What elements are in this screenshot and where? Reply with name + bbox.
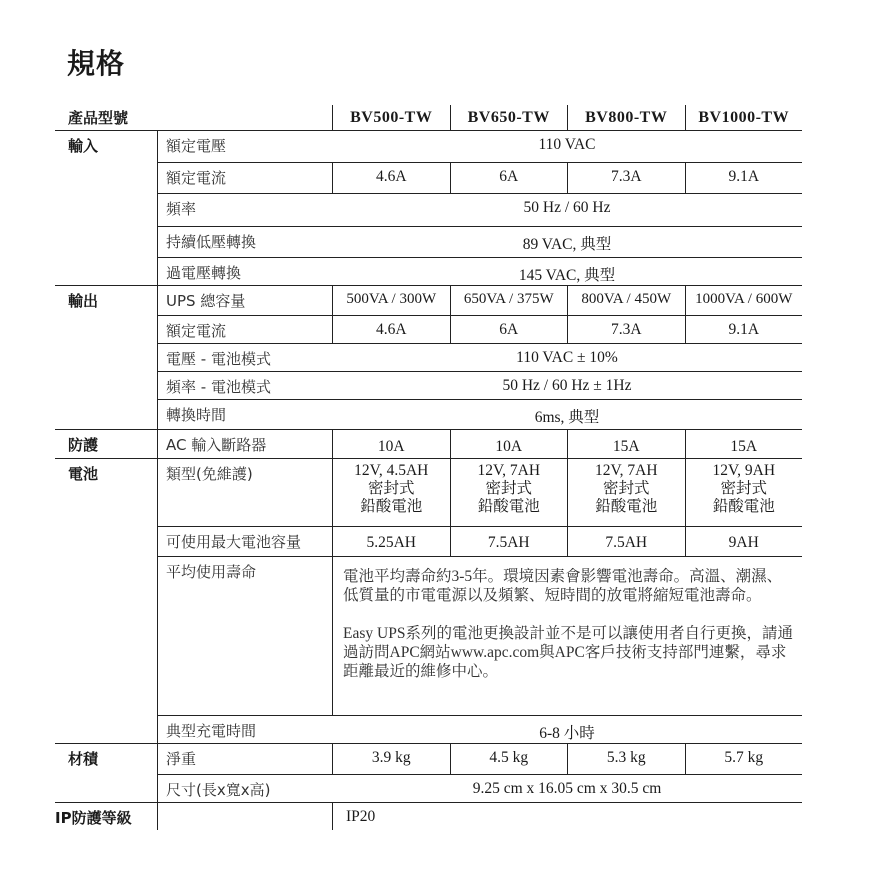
row-value: 89 VAC, 典型 bbox=[522, 236, 612, 253]
cell-value: 5.7 kg bbox=[685, 744, 803, 775]
model-name: BV500-TW bbox=[350, 109, 433, 126]
input-rated-current-row bbox=[55, 163, 802, 194]
output-frequency-battery-row bbox=[55, 372, 802, 400]
row-value: 110 VAC ± 10% bbox=[516, 349, 618, 366]
ip-rating-row bbox=[55, 803, 802, 830]
row-label: 頻率 bbox=[157, 194, 332, 227]
battery-type-cell bbox=[685, 459, 803, 527]
battery-spec: 12V, 7AH bbox=[594, 462, 658, 479]
cell-value: 4.6A bbox=[375, 168, 407, 185]
row-label: 額定電流 bbox=[157, 316, 332, 344]
battery-seal: 密封式 bbox=[602, 480, 650, 497]
cell-value: 800VA / 450W bbox=[567, 286, 685, 316]
row-label: AC 輸入斷路器 bbox=[157, 430, 332, 459]
row-label: 電壓 - 電池模式 bbox=[157, 344, 332, 372]
model-header-label: 產品型號 bbox=[68, 109, 129, 127]
category-output: 輸出 bbox=[68, 292, 99, 310]
cell-value: 7.5AH bbox=[567, 527, 685, 557]
row-value: 50 Hz / 60 Hz ± 1Hz bbox=[502, 377, 632, 394]
cell-value: 7.5AH bbox=[450, 527, 568, 557]
ip-value: IP20 bbox=[332, 803, 802, 830]
lifetime-paragraph: 電池平均壽命約3-5年。環境因素會影響電池壽命。高溫、潮濕、低質量的市電電源以及頻繁、短時間的放電將縮短電池壽命。 bbox=[343, 568, 783, 604]
output-rated-current-row bbox=[55, 316, 802, 344]
row-label: 典型充電時間 bbox=[157, 716, 332, 744]
cell-value: 4.5 kg bbox=[450, 744, 568, 775]
output-voltage-battery-row bbox=[55, 344, 802, 372]
battery-lifetime-row bbox=[55, 557, 802, 716]
cell-value: 7.3A bbox=[567, 316, 685, 344]
battery-max-capacity-row bbox=[55, 527, 802, 557]
battery-spec: 12V, 7AH bbox=[477, 462, 541, 479]
battery-seal: 密封式 bbox=[720, 480, 767, 497]
row-label: 額定電壓 bbox=[157, 131, 332, 163]
model-name: BV650-TW bbox=[450, 105, 568, 131]
battery-lifetime-note bbox=[332, 557, 802, 716]
row-label: 可使用最大電池容量 bbox=[157, 527, 332, 557]
row-label: 淨重 bbox=[157, 744, 332, 775]
model-header-row bbox=[55, 105, 802, 131]
battery-type-cell bbox=[567, 459, 685, 527]
row-label: UPS 總容量 bbox=[157, 286, 332, 316]
cell-value: 9.1A bbox=[685, 163, 803, 194]
battery-spec: 12V, 9AH bbox=[712, 462, 776, 479]
battery-spec: 12V, 4.5AH bbox=[354, 462, 429, 479]
replacement-paragraph: Easy UPS系列的電池更換設計並不是可以讓使用者自行更換，請通過訪問APC網站www.apc.com與APC客戶技術支持部門連繫，尋求距離最近的維修中心。 bbox=[343, 625, 793, 680]
row-label: 持續低壓轉換 bbox=[157, 227, 332, 258]
battery-seal: 密封式 bbox=[485, 480, 532, 497]
cell-value: 6A bbox=[450, 163, 568, 194]
row-label: 類型(免維護) bbox=[157, 459, 332, 527]
battery-chem: 鉛酸電池 bbox=[477, 498, 540, 515]
page-title: 規格 bbox=[67, 47, 126, 80]
physical-dimensions-row bbox=[55, 775, 802, 803]
battery-charge-time-row bbox=[55, 716, 802, 744]
row-label: 額定電流 bbox=[157, 163, 332, 194]
cell-value: 4.6A bbox=[375, 321, 407, 338]
cell-value: 7.3A bbox=[567, 163, 685, 194]
battery-chem: 鉛酸電池 bbox=[595, 498, 658, 515]
category-physical: 材積 bbox=[68, 750, 99, 768]
input-brownout-row bbox=[55, 227, 802, 258]
protection-breaker-row bbox=[55, 430, 802, 459]
row-value: 145 VAC, 典型 bbox=[518, 267, 616, 284]
output-transfer-time-row bbox=[55, 400, 802, 430]
row-value: 6ms, 典型 bbox=[534, 409, 600, 426]
model-name: BV800-TW bbox=[567, 105, 685, 131]
cell-value: 650VA / 375W bbox=[450, 286, 568, 316]
category-protection: 防護 bbox=[68, 436, 99, 454]
cell-value: 500VA / 300W bbox=[346, 291, 437, 307]
battery-type-row bbox=[55, 459, 802, 527]
row-label: 轉換時間 bbox=[157, 400, 332, 430]
battery-chem: 鉛酸電池 bbox=[712, 498, 775, 515]
physical-weight-row bbox=[55, 744, 802, 775]
row-label: 頻率 - 電池模式 bbox=[157, 372, 332, 400]
row-value: 9.25 cm x 16.05 cm x 30.5 cm bbox=[472, 780, 662, 797]
input-frequency-row bbox=[55, 194, 802, 227]
battery-type-cell bbox=[333, 459, 450, 527]
cell-value: 3.9 kg bbox=[371, 749, 411, 766]
output-capacity-row bbox=[55, 286, 802, 316]
cell-value: 9.1A bbox=[685, 316, 803, 344]
row-label: 過電壓轉換 bbox=[157, 258, 332, 286]
battery-type-cell bbox=[450, 459, 568, 527]
input-overvoltage-row bbox=[55, 258, 802, 286]
cell-value: 5.25AH bbox=[366, 534, 416, 551]
row-label: 平均使用壽命 bbox=[157, 557, 332, 716]
cell-value: 9AH bbox=[685, 527, 803, 557]
cell-value: 5.3 kg bbox=[567, 744, 685, 775]
row-value: 50 Hz / 60 Hz bbox=[523, 199, 611, 216]
cell-value: 15A bbox=[685, 430, 803, 459]
cell-value: 6A bbox=[450, 316, 568, 344]
model-name: BV1000-TW bbox=[685, 105, 803, 131]
row-value: 6-8 小時 bbox=[539, 725, 595, 742]
battery-chem: 鉛酸電池 bbox=[360, 498, 423, 515]
battery-seal: 密封式 bbox=[367, 480, 415, 497]
cell-value: 10A bbox=[450, 430, 568, 459]
cell-value: 1000VA / 600W bbox=[685, 286, 803, 316]
cell-value: 10A bbox=[377, 438, 405, 455]
row-value: 110 VAC bbox=[538, 136, 596, 153]
cell-value: 15A bbox=[567, 430, 685, 459]
spec-table bbox=[55, 105, 802, 830]
category-ip: IP防護等級 bbox=[55, 809, 132, 827]
row-label: 尺寸(長x寬x高) bbox=[157, 775, 332, 803]
category-battery: 電池 bbox=[68, 465, 99, 483]
input-rated-voltage-row bbox=[55, 131, 802, 163]
category-input: 輸入 bbox=[68, 137, 99, 155]
